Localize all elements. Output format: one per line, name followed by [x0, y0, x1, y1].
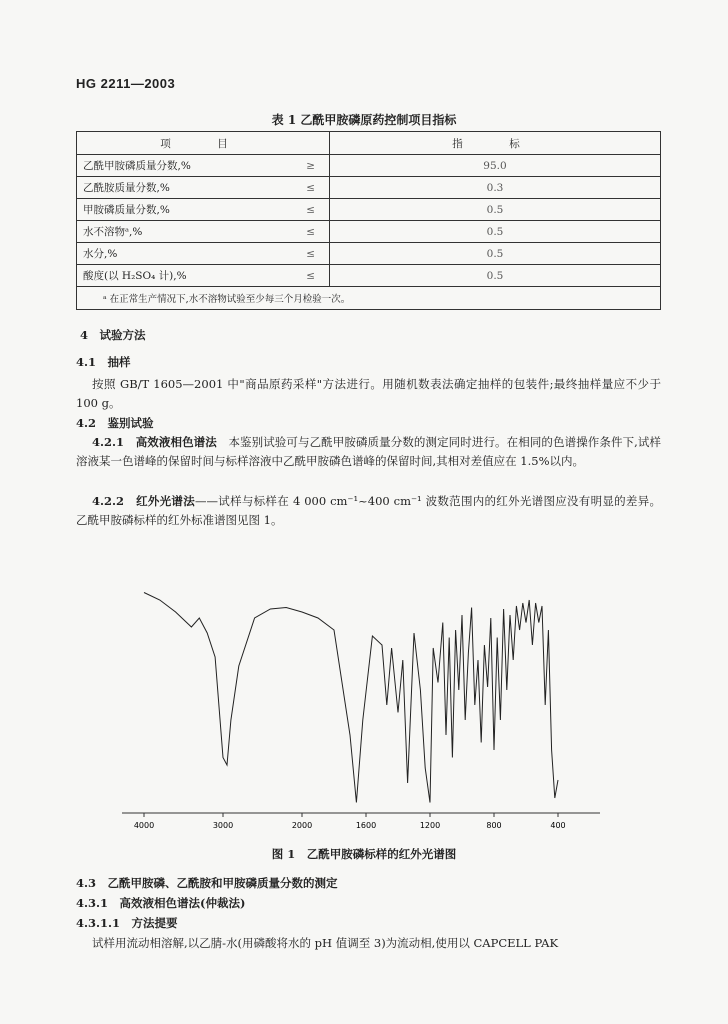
section-4-2-2-text: ——试样与标样在 4 000 cm⁻¹~400 cm⁻¹ 波数范围内的红外光谱图应没有明显的差异。乙酰甲胺磷标样的红外标准谱图见图 1。	[76, 494, 662, 527]
row-value: 95.0	[330, 155, 661, 177]
table-header-row	[77, 132, 661, 155]
section-4-3-1-1-text: 试样用流动相溶解,以乙腈-水(用磷酸将水的 pH 值调至 3)为流动相,使用以 CAPCELL PAK	[92, 936, 559, 950]
table-footnote: ᵃ 在正常生产情况下,水不溶物试验至少每三个月检验一次。	[77, 287, 661, 310]
section-4-3-heading: 4.3 乙酰甲胺磷、乙酰胺和甲胺磷质量分数的测定	[76, 876, 338, 890]
spectrum-line	[144, 593, 558, 803]
row-value: 0.3	[330, 177, 661, 199]
row-value: 0.5	[330, 199, 661, 221]
table-row	[77, 177, 661, 199]
standard-code: HG 2211—2003	[76, 76, 176, 91]
row-op: ≤	[289, 221, 330, 243]
section-4-2-1-label: 4.2.1 高效液相色谱法	[92, 435, 217, 449]
spec-table	[76, 131, 661, 310]
table-caption: 表 1 乙酰甲胺磷原药控制项目指标	[271, 113, 457, 127]
section-4-2-2-paragraph	[76, 492, 661, 530]
section-4-2-1-text: 本鉴别试验可与乙酰甲胺磷质量分数的测定同时进行。在相同的色谱操作条件下,试样溶液某一色谱峰的保留时间与标样溶液中乙酰甲胺磷色谱峰的保留时间,其相对差值应在 1.5%以内。	[76, 435, 661, 468]
header-spec: 指 标	[330, 132, 661, 155]
row-op: ≤	[289, 199, 330, 221]
row-op: ≤	[289, 177, 330, 199]
table-row	[77, 243, 661, 265]
row-item: 乙酰甲胺磷质量分数,%	[77, 155, 290, 177]
x-tick-label: 3000	[212, 821, 234, 830]
row-op: ≤	[289, 265, 330, 287]
figure-caption: 图 1 乙酰甲胺磷标样的红外光谱图	[271, 847, 457, 861]
x-tick-labels	[134, 813, 566, 830]
section-4-2-heading: 4.2 鉴别试验	[76, 416, 154, 430]
section-4-3-1-heading: 4.3.1 高效液相色谱法(仲裁法)	[76, 896, 246, 910]
table-row	[77, 265, 661, 287]
section-4-3-1-1-heading: 4.3.1.1 方法提要	[76, 916, 178, 930]
row-op: ≤	[289, 243, 330, 265]
row-item: 乙酰胺质量分数,%	[77, 177, 290, 199]
ir-spectrum-chart	[100, 535, 620, 835]
x-tick-label: 400	[550, 821, 566, 830]
section-4-2-2-label: 4.2.2 红外光谱法	[92, 494, 196, 508]
table-footnote-row	[77, 287, 661, 310]
table-row	[77, 221, 661, 243]
table-row	[77, 155, 661, 177]
x-tick-label: 1200	[419, 821, 441, 830]
section-4-1-heading: 4.1 抽样	[76, 355, 131, 369]
row-value: 0.5	[330, 265, 661, 287]
row-value: 0.5	[330, 243, 661, 265]
x-tick-label: 2000	[291, 821, 313, 830]
section-4-2-1-paragraph	[76, 433, 661, 471]
row-item: 水分,%	[77, 243, 290, 265]
table-row	[77, 199, 661, 221]
row-item: 酸度(以 H₂SO₄ 计),%	[77, 265, 290, 287]
row-item: 甲胺磷质量分数,%	[77, 199, 290, 221]
x-tick-label: 1600	[355, 821, 377, 830]
x-tick-label: 4000	[133, 821, 155, 830]
section-4-heading: 4 试验方法	[80, 328, 146, 342]
row-item: 水不溶物ᵃ,%	[77, 221, 290, 243]
header-item: 项 目	[77, 132, 330, 155]
row-value: 0.5	[330, 221, 661, 243]
x-tick-label: 800	[486, 821, 502, 830]
section-4-1-text: 按照 GB/T 1605—2001 中"商品原药采样"方法进行。用随机数表法确定抽样的包装件;最终抽样量应不少于 100 g。	[76, 377, 661, 410]
row-op: ≥	[289, 155, 330, 177]
